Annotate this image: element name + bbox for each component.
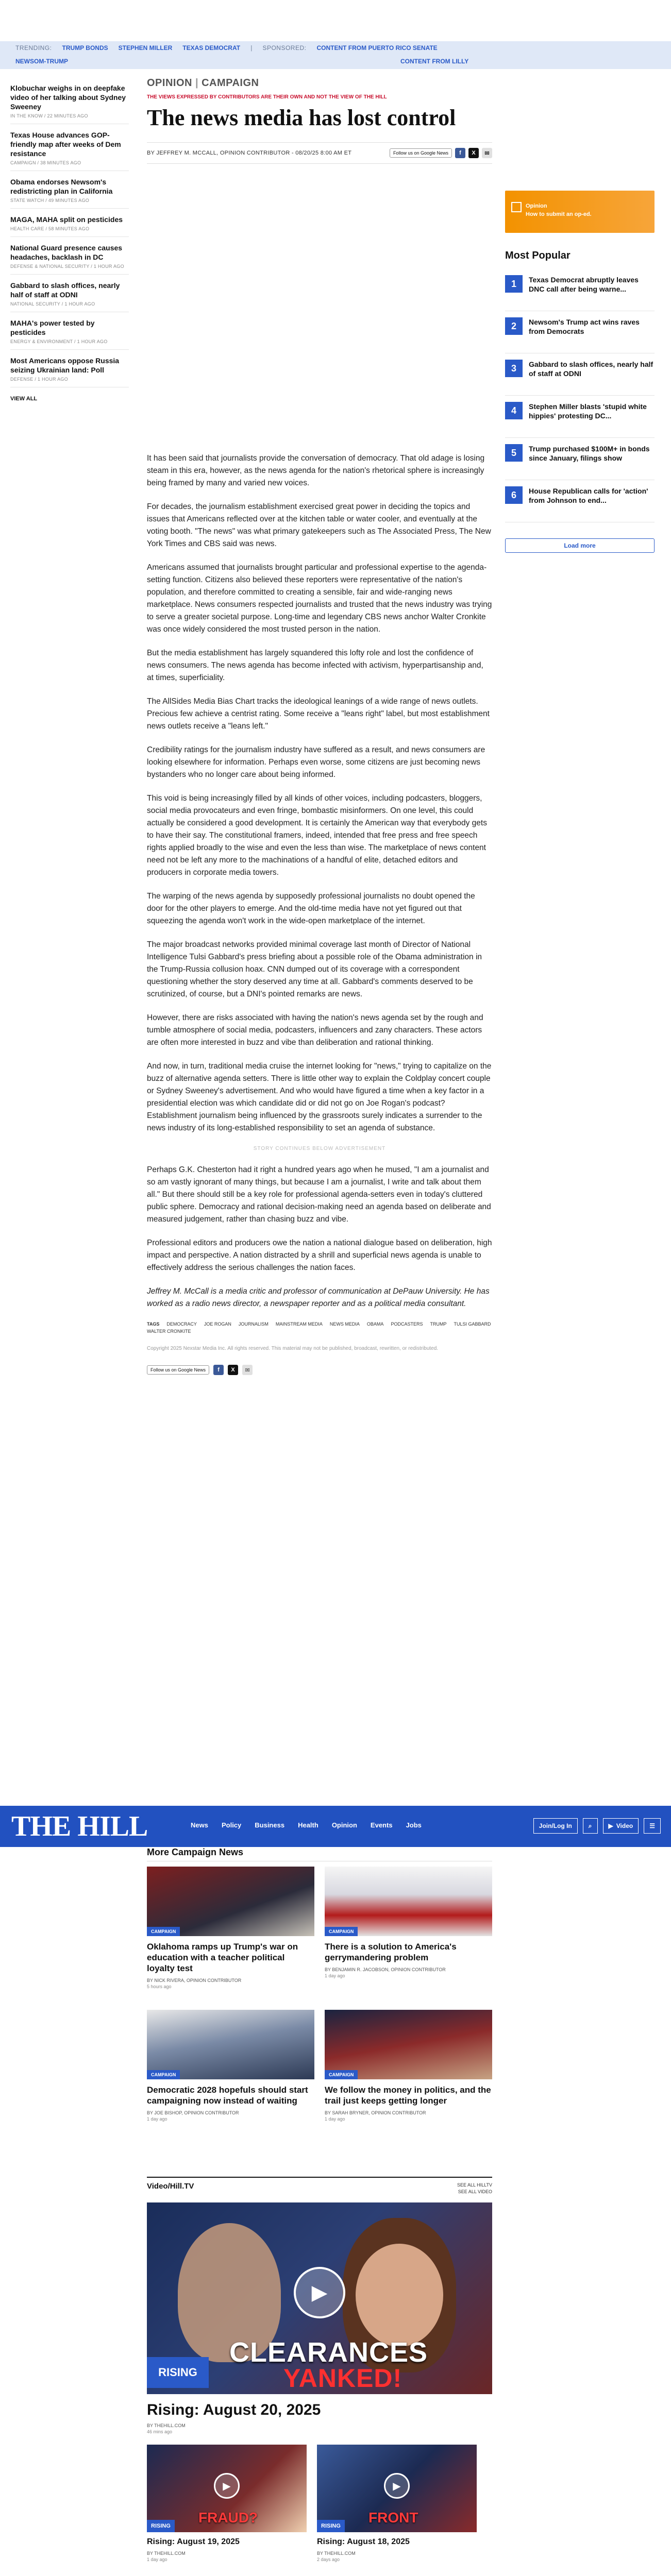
search-icon: ⌕ [588, 1822, 592, 1829]
breadcrumb [147, 77, 492, 89]
breadcrumb-separator: | [195, 77, 199, 89]
paragraph: And now, in turn, traditional media cruise the internet looking for "news," trying to capitalize on the buzz of alternative agenda setters. There is little other way to explain the Coldplay concert couple or Sydney Sweeney's advertisement. And who would have figured a time when a key factor in a presidential election was which candidate did or did not go on Joe Rogan's podcast? Establishment journalism being influenced by the grassroots surely indicates a surrender to the news industry of its long-established responsibility to set an agenda of substance. [147, 1062, 492, 1132]
hamburger-icon: ☰ [649, 1822, 655, 1829]
video-thumbnail-figure [356, 2244, 443, 2347]
most-popular-item[interactable] [505, 269, 655, 311]
latest-news-meta: IN THE KNOW / 22 MINUTES AGO [10, 113, 88, 118]
latest-news-meta: STATE WATCH / 49 MINUTES AGO [10, 198, 90, 203]
card-time: 1 day ago [325, 1973, 345, 1978]
video-caption: CLEARANCES [229, 2337, 428, 2368]
tag-link[interactable]: TULSI GABBARD [454, 1321, 491, 1327]
search-button[interactable] [583, 1818, 598, 1834]
opinion-disclaimer: THE VIEWS EXPRESSED BY CONTRIBUTORS ARE THEIR OWN AND NOT THE VIEW OF THE HILL [147, 94, 387, 100]
trending-link-4[interactable]: NEWSOM-TRUMP [15, 58, 68, 65]
card-image[interactable] [147, 2010, 314, 2079]
video-list [147, 2445, 492, 2562]
most-popular-title[interactable]: House Republican calls for 'action' from Johnson to end... [529, 487, 648, 504]
page-title: The news media has lost control [147, 105, 456, 130]
see-all-hilltv-link[interactable]: SEE ALL HILLTV [457, 2182, 492, 2188]
email-icon[interactable]: ✉ [482, 148, 492, 158]
paragraph: However, there are risks associated with having the nation's news agenda set by the rough and tumble atmosphere of social media, podcasters, influencers and zany characters. These actors are often more interested in buzz and vibe than deliberation and rational thinking. [147, 1013, 483, 1047]
site-header [0, 1806, 671, 1847]
site-logo[interactable]: THE HILL [11, 1810, 148, 1842]
latest-news-item[interactable] [10, 275, 129, 312]
video-byline: BY THEHILL.COM [147, 2551, 186, 2556]
play-icon: ▶ [608, 1822, 613, 1829]
news-card[interactable] [147, 1867, 314, 1989]
latest-news-item[interactable] [10, 77, 129, 124]
most-popular-title[interactable]: Gabbard to slash offices, nearly half of staff at ODNI [529, 360, 653, 378]
nav-policy[interactable]: Policy [221, 1821, 242, 1829]
video-title[interactable]: Rising: August 19, 2025 [147, 2537, 240, 2546]
latest-news-item[interactable] [10, 312, 129, 350]
card-title[interactable]: There is a solution to America's gerrymandering problem [325, 1942, 457, 1962]
tag-link[interactable]: JOURNALISM [238, 1321, 269, 1327]
video-thumbnail[interactable] [147, 2445, 307, 2532]
promo-label: Opinion [526, 203, 547, 209]
video-time: 46 mins ago [147, 2429, 173, 2434]
video-thumbnail[interactable] [317, 2445, 477, 2532]
latest-news-item[interactable] [10, 237, 129, 275]
rank-badge: 1 [505, 275, 523, 293]
rising-badge: RISING [147, 2357, 209, 2388]
nav-events[interactable]: Events [370, 1821, 393, 1829]
paragraph: It has been said that journalists provide the conversation of democracy. That old adage is losing steam in this era, however, as the news agenda for the nation's rhetorical sphere is increasingly being framed by many and varied new voices. [147, 454, 485, 487]
card-image[interactable] [325, 2010, 492, 2079]
trending-bar [0, 41, 671, 69]
play-icon[interactable]: ▶ [384, 2473, 410, 2499]
trending-link-3[interactable]: TEXAS DEMOCRAT [182, 44, 241, 52]
trending-link-2[interactable]: STEPHEN MILLER [118, 44, 173, 52]
op-ed-promo[interactable] [505, 191, 655, 233]
video-byline: BY THEHILL.COM [317, 2551, 356, 2556]
ad-divider: STORY CONTINUES BELOW ADVERTISEMENT [253, 1146, 386, 1151]
trending-link-1[interactable]: TRUMP BONDS [62, 44, 108, 52]
latest-news-meta: DEFENSE / 1 HOUR AGO [10, 377, 69, 382]
most-popular-title: Most Popular [505, 250, 571, 261]
video-card[interactable] [317, 2445, 477, 2562]
tags-label: TAGS [147, 1321, 160, 1327]
share-bar [390, 148, 492, 158]
video-title[interactable]: Rising: August 18, 2025 [317, 2537, 410, 2546]
most-popular-item[interactable] [505, 353, 655, 396]
x-icon[interactable]: X [468, 148, 479, 158]
news-card[interactable] [325, 1867, 492, 1989]
more-campaign-news [147, 1847, 492, 2122]
video-section [147, 2177, 492, 2562]
video-label: Video [616, 1822, 633, 1829]
nav-business[interactable]: Business [255, 1821, 285, 1829]
tag-link[interactable]: JOE ROGAN [204, 1321, 231, 1327]
rank-badge: 2 [505, 317, 523, 335]
most-popular-title[interactable]: Stephen Miller blasts 'stupid white hippies' protesting DC... [529, 402, 647, 420]
card-title[interactable]: Oklahoma ramps up Trump's war on education with a teacher political loyalty test [147, 1942, 298, 1973]
card-image[interactable] [325, 1867, 492, 1936]
card-time: 1 day ago [325, 2116, 345, 2122]
video-caption: FRONT [368, 2510, 418, 2526]
latest-news-meta: HEALTH CARE / 58 MINUTES AGO [10, 226, 90, 231]
nav-jobs[interactable]: Jobs [406, 1821, 422, 1829]
card-title[interactable]: Democratic 2028 hopefuls should start campaigning now instead of waiting [147, 2085, 308, 2106]
facebook-icon[interactable]: f [213, 1365, 224, 1375]
latest-news-item[interactable] [10, 209, 129, 237]
sponsored-label: SPONSORED: [262, 44, 307, 52]
latest-news-title[interactable]: National Guard presence causes headaches, backlash in DC [10, 244, 123, 261]
nav-health[interactable]: Health [298, 1821, 318, 1829]
tag-link[interactable]: DEMOCRACY [166, 1321, 197, 1327]
latest-news-meta: DEFENSE & NATIONAL SECURITY / 1 HOUR AGO [10, 264, 124, 269]
card-tag[interactable]: CAMPAIGN [325, 1927, 358, 1936]
nav-news[interactable]: News [191, 1821, 208, 1829]
paragraph: For decades, the journalism establishment exercised great power in deciding the topics and issues that Americans reflected over at the kitchen table or water cooler, and eventually at the voting booth. "The news" was what primary gatekeepers such as The Associated Press, The New York Times and CBS said was news. [147, 502, 491, 548]
most-popular-item[interactable] [505, 480, 655, 522]
article-body [147, 452, 492, 1375]
paragraph: Americans assumed that journalists brought particular and professional expertise to the agenda-setting function. Citizens also believed these reporters were representative of the nation's population, and therefore committed to creating a sensible, fair and wide-ranging news marketplace. News consumers respected journalists and trusted that the news industry was trying to serve a greater societal purpose. Long-time and legendary CBS news anchor Walter Cronkite was once widely considered the most trusted person in the nation. [147, 563, 492, 634]
main-nav [191, 1821, 422, 1829]
email-icon[interactable]: ✉ [242, 1365, 253, 1375]
tag-link[interactable]: PODCASTERS [391, 1321, 423, 1327]
x-icon[interactable]: X [228, 1365, 238, 1375]
video-time: 1 day ago [147, 2557, 167, 2562]
google-news-button[interactable]: Follow us on Google News [390, 148, 452, 158]
video-byline: BY THEHILL.COM [147, 2423, 186, 2428]
copyright: Copyright 2025 Nexstar Media Inc. All rights reserved. This material may not be published, broadcast, rewritten, or redistributed. [147, 1346, 439, 1351]
tag-link[interactable]: NEWS MEDIA [329, 1321, 360, 1327]
news-grid [147, 1867, 492, 2122]
trending-label: TRENDING: [15, 44, 52, 52]
breadcrumb-subsection[interactable]: CAMPAIGN [202, 77, 259, 89]
card-byline: BY NICK RIVERA, OPINION CONTRIBUTOR [147, 1978, 242, 1983]
video-time: 2 days ago [317, 2557, 340, 2562]
paragraph: The warping of the news agenda by supposedly professional journalists no doubt opened the door for the other players to emerge. And the old-time media have not yet figured out that squeezing the agenda won't work in the wide-open marketplace of the internet. [147, 892, 475, 925]
most-popular-title[interactable]: Newsom's Trump act wins raves from Democrats [529, 318, 640, 335]
rank-badge: 3 [505, 360, 523, 377]
play-icon[interactable]: ▶ [214, 2473, 240, 2499]
latest-news-title[interactable]: Klobuchar weighs in on deepfake video of her talking about Sydney Sweeney [10, 84, 126, 111]
spacer [78, 58, 390, 65]
latest-news-meta: ENERGY & ENVIRONMENT / 1 HOUR AGO [10, 339, 108, 344]
most-popular-item[interactable] [505, 311, 655, 353]
view-all-link[interactable]: VIEW ALL [10, 396, 38, 402]
paragraph: This void is being increasingly filled by all kinds of other voices, including podcasters, bloggers, social media provocateurs and even fringe, bombastic misinformers. On one level, this could actually be considered a good development. It is certainly the American way that everybody gets to have their say. The constitutional framers, indeed, intended that free press and free speech rights applied broadly to the wise and even the less than wise. The marketplace of news content need not be left any more to the machinations of a handful of elite, detached editors and producers in corporate media towers. [147, 794, 487, 877]
see-all-video-link[interactable]: SEE ALL VIDEO [458, 2189, 492, 2194]
author-bio: Jeffrey M. McCall is a media critic and professor of communication at DePauw University. He has worked as a radio news director, a newspaper reporter and as a political media consultant. [147, 1287, 490, 1308]
tag-link[interactable]: WALTER CRONKITE [147, 1329, 191, 1334]
tag-link[interactable]: TRUMP [430, 1321, 447, 1327]
promo-text: How to submit an op-ed. [526, 211, 592, 217]
tags [147, 1321, 492, 1334]
card-time: 1 day ago [147, 2116, 167, 2122]
load-more-button[interactable]: Load more [505, 538, 655, 553]
card-title[interactable]: We follow the money in politics, and the trail just keeps getting longer [325, 2085, 491, 2106]
latest-news-item[interactable] [10, 171, 129, 209]
rising-badge: RISING [147, 2520, 175, 2532]
news-card[interactable] [325, 2010, 492, 2122]
see-all-links [457, 2182, 492, 2195]
opinion-icon [511, 202, 522, 212]
paragraph: Professional editors and producers owe the nation a national dialogue based on deliberation, high impact and perspective. A nation distracted by a shrill and superficial news agenda is unable to effectively address the serious challenges the nation faces. [147, 1239, 492, 1272]
video-caption: FRAUD? [198, 2510, 258, 2526]
latest-news-title[interactable]: MAGA, MAHA split on pesticides [10, 215, 123, 224]
latest-news-title[interactable]: MAHA's power tested by pesticides [10, 319, 95, 336]
menu-button[interactable] [644, 1818, 661, 1834]
latest-news-meta: CAMPAIGN / 38 MINUTES AGO [10, 160, 81, 165]
facebook-icon[interactable]: f [455, 148, 465, 158]
breadcrumb-section[interactable]: OPINION [147, 77, 192, 89]
paragraph: Credibility ratings for the journalism industry have suffered as a result, and news consumers are looking elsewhere for information. Perhaps even worse, some citizens are just becoming news bystanders who no longer care about being informed. [147, 745, 485, 779]
tag-link[interactable]: OBAMA [366, 1321, 384, 1327]
sponsored-link-2[interactable]: CONTENT FROM LILLY [400, 58, 469, 65]
header-actions [533, 1818, 661, 1834]
byline-row [147, 142, 492, 164]
most-popular-list [505, 269, 655, 522]
join-login-button[interactable]: Join/Log In [533, 1818, 578, 1834]
video-caption: YANKED! [283, 2364, 402, 2393]
tag-link[interactable]: MAINSTREAM MEDIA [275, 1321, 323, 1327]
sponsored-link-1[interactable]: CONTENT FROM PUERTO RICO SENATE [316, 44, 438, 52]
latest-news-title[interactable]: Gabbard to slash offices, nearly half of staff at ODNI [10, 281, 120, 299]
latest-news-meta: NATIONAL SECURITY / 1 HOUR AGO [10, 301, 95, 307]
card-tag[interactable]: CAMPAIGN [325, 2070, 358, 2079]
latest-news-item[interactable] [10, 350, 129, 387]
section-title: Video/Hill.TV [147, 2182, 194, 2191]
rank-badge: 5 [505, 444, 523, 462]
rank-badge: 6 [505, 486, 523, 504]
nav-opinion[interactable]: Opinion [331, 1821, 357, 1829]
latest-news-title[interactable]: Most Americans oppose Russia seizing Ukrainian land: Poll [10, 357, 120, 374]
paragraph: But the media establishment has largely squandered this lofty role and lost the confidence of news consumers. The news agenda has become infected with activism, hyperpartisanship and, at times, superficiality. [147, 649, 483, 682]
video-title[interactable]: Rising: August 20, 2025 [147, 2401, 321, 2418]
video-card[interactable] [147, 2445, 307, 2562]
latest-news-title[interactable]: Obama endorses Newsom's redistricting plan in California [10, 178, 113, 195]
latest-news-title[interactable]: Texas House advances GOP-friendly map after weeks of Dem resistance [10, 131, 121, 158]
card-byline: BY SARAH BRYNER, OPINION CONTRIBUTOR [325, 2110, 426, 2115]
google-news-button[interactable]: Follow us on Google News [147, 1365, 209, 1375]
rank-badge: 4 [505, 402, 523, 419]
most-popular-title[interactable]: Texas Democrat abruptly leaves DNC call after being warne... [529, 276, 639, 293]
byline[interactable]: BY JEFFREY M. MCCALL, OPINION CONTRIBUTOR - 08/20/25 8:00 AM ET [147, 150, 352, 156]
most-popular-title[interactable]: Trump purchased $100M+ in bonds since January, filings show [529, 445, 650, 462]
card-byline: BY BENJAMIN R. JACOBSON, OPINION CONTRIBUTOR [325, 1967, 446, 1972]
latest-news-rail [10, 77, 129, 402]
play-icon[interactable]: ▶ [294, 2267, 345, 2318]
card-byline: BY JOE BISHOP, OPINION CONTRIBUTOR [147, 2110, 239, 2115]
paragraph: The major broadcast networks provided minimal coverage last month of Director of National Intelligence Tulsi Gabbard's press briefing about a possible role of the Obama administration in the Trump-Russia collusion hoax. CNN dumped out of its coverage with a correspondent questioning whether the story deserved any time at all. Gabbard's comments deserved to be scrutinized, of course, but a DNI's pointed remarks are news. [147, 940, 482, 998]
paragraph: Perhaps G.K. Chesterton had it right a hundred years ago when he mused, "I am a journalist and so am vastly ignorant of many things, but because I am a journalist, I write and talk about them all." But there should still be a key role for professional agenda-setters even in today's cluttered public sphere. Democracy and rational decision-making need an agenda based on deliberate and measured judgement, rather than chasing buzz and vibe. [147, 1165, 491, 1224]
latest-news-item[interactable] [10, 124, 129, 171]
divider: | [250, 44, 253, 52]
card-time: 5 hours ago [147, 1984, 172, 1989]
section-title: More Campaign News [147, 1847, 492, 1861]
most-popular-item[interactable] [505, 396, 655, 438]
rising-badge: RISING [317, 2520, 345, 2532]
article [147, 77, 492, 1375]
card-image[interactable] [147, 1867, 314, 1936]
video-button[interactable] [603, 1818, 639, 1834]
section-header [147, 2177, 492, 2195]
paragraph: The AllSides Media Bias Chart tracks the ideological leanings of a wide range of news outlets. Precious few achieve a centrist rating. Some receive a "leans right" label, but most establishment news outlets receive a "leans left." [147, 697, 490, 731]
news-card[interactable] [147, 2010, 314, 2122]
share-bar-bottom [147, 1365, 492, 1375]
most-popular-item[interactable] [505, 438, 655, 480]
card-tag[interactable]: CAMPAIGN [147, 1927, 180, 1936]
card-tag[interactable]: CAMPAIGN [147, 2070, 180, 2079]
featured-video[interactable] [147, 2202, 492, 2394]
